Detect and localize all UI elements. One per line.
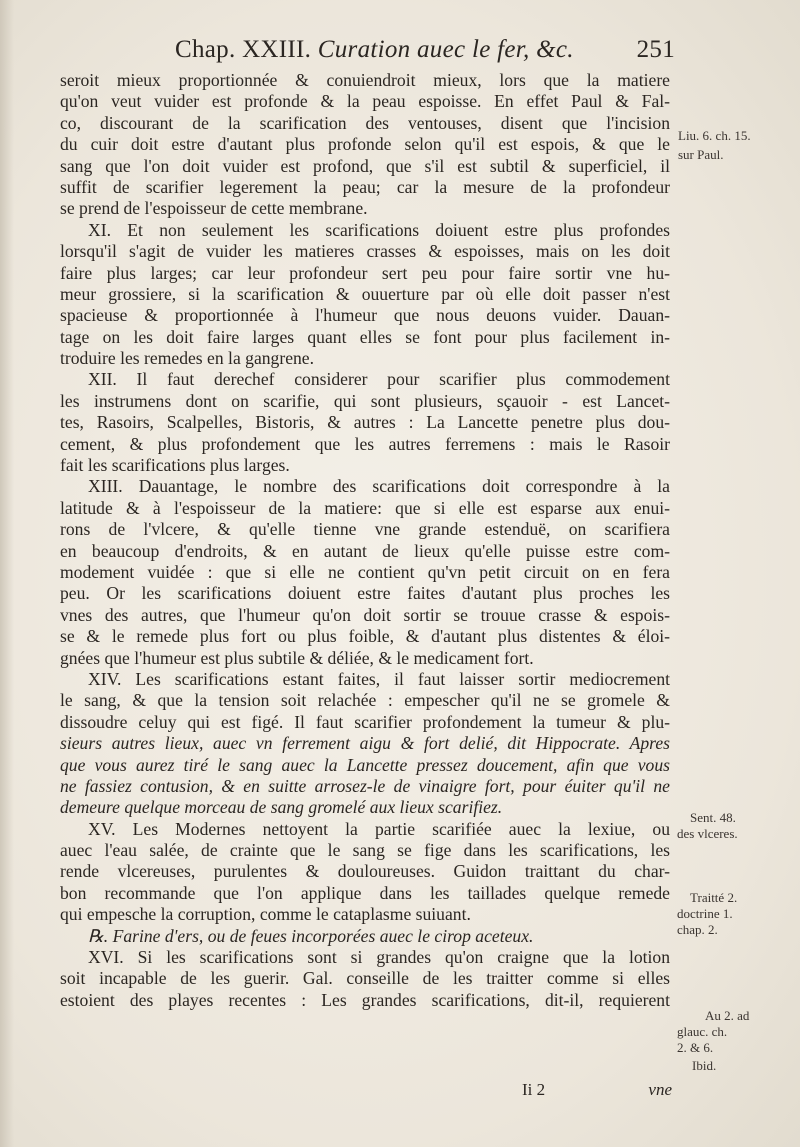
text-line: auec l'eau salée, de crainte que le sang se fige dans les scarifications, les — [60, 840, 670, 861]
running-header — [175, 36, 675, 70]
margin-note: chap. 2. — [677, 922, 718, 937]
text-line: se & le remede plus fort ou plus foible, & d'autant plus distentes & éloi- — [60, 626, 670, 647]
text-line: co, discourant de la scarification des ventouses, disent que l'incision — [60, 112, 670, 133]
text-line: XVI. Si les scarifications sont si grandes qu'on craigne que la lotion — [88, 947, 670, 968]
text-line: tes, Rasoirs, Scalpelles, Bistoris, & autres : La Lancette penetre plus dou- — [60, 412, 670, 433]
margin-note: doctrine 1. — [677, 906, 733, 921]
text-line: qu'on veut vuider est profonde & la peau espoisse. En effet Paul & Fal- — [60, 91, 670, 112]
text-line: XI. Et non seulement les scarifications doiuent estre plus profondes — [88, 219, 670, 240]
text-line: cement, & plus profondement que les autres ferremens : mais le Rasoir — [60, 433, 670, 454]
text-line: spacieuse & proportionnée à l'humeur que nous deuons vuider. Dauan- — [60, 305, 670, 326]
text-line: gnées que l'humeur est plus subtile & déliée, & le medicament fort. — [60, 647, 534, 668]
text-line: le sang, & que la tension soit relachée : empescher qu'il ne se gromele & — [60, 690, 670, 711]
margin-note: Ibid. — [692, 1058, 717, 1073]
text-line: meur grossiere, si la scarification & ouuerture par où elle doit passer n'est — [60, 283, 670, 304]
text-line: demeure quelque morceau de sang gromelé aux lieux scarifiez. — [60, 797, 503, 818]
text-line: rons de l'vlcere, & qu'elle tienne vne grande estenduë, on scarifiera — [60, 519, 670, 540]
text-line: faire plus larges; car leur profondeur sert peu pour faire sortir vne hu- — [60, 262, 670, 283]
recipe-line: ℞. Farine d'ers, ou de feues incorporées auec le cirop aceteux. — [88, 925, 534, 946]
text-line: sieurs autres lieux, auec vn ferrement aigu & fort delié, dit Hippocrate. Apres — [60, 733, 670, 754]
text-line: troduire les remedes en la gangrene. — [60, 348, 315, 369]
signature-mark: Ii 2 — [522, 1080, 546, 1099]
text-line: du cuir doit estre d'autant plus profonde selon qu'il est espois, & que le — [60, 134, 670, 155]
text-line: ne fassiez contusion, & en suitte arrosez-le de vinaigre fort, pour éuiter qu'il ne — [60, 775, 670, 796]
text-line: latitude & à l'espoisseur de la matiere: que si elle est esparse aux enui- — [60, 497, 670, 518]
gutter-shadow — [0, 0, 14, 1147]
text-line: sang que l'on doit vuider est profond, que s'il est subtil & superficiel, il — [60, 155, 670, 176]
text-line: tage on les doit faire larges quant elles se font pour plus facilement in- — [60, 326, 670, 347]
margin-note: des vlceres. — [677, 826, 738, 841]
text-line: fait les scarifications plus larges. — [60, 455, 290, 476]
text-line: rende vlcereuses, purulentes & douloureuses. Guidon traittant du char- — [60, 861, 670, 882]
margin-note: Au 2. ad — [705, 1008, 750, 1023]
text-line: en beaucoup d'endroits, & en autant de lieux qu'elle puisse estre com- — [60, 540, 670, 561]
margin-note: Liu. 6. ch. 15. — [678, 128, 751, 143]
margin-note: glauc. ch. — [677, 1024, 728, 1039]
text-line: soit incapable de les guerir. Gal. conseille de les traitter comme si elles — [60, 968, 670, 989]
text-line: que vous aurez tiré le sang auec la Lancette pressez doucement, afin que vous — [60, 754, 670, 775]
text-line: se prend de l'espoisseur de cette membrane. — [60, 198, 368, 219]
text-line: dissoudre celuy qui est figé. Il faut scarifier profondement la tumeur & plu- — [60, 711, 670, 732]
chapter-label: Chap. XXIII. — [175, 36, 318, 63]
body-text — [60, 70, 670, 1011]
text-line: XV. Les Modernes nettoyent la partie scarifiée auec la lexiue, ou — [88, 818, 670, 839]
page-number: 251 — [636, 36, 675, 63]
margin-note: 2. & 6. — [677, 1040, 714, 1055]
margin-note: Traitté 2. — [690, 890, 738, 905]
chapter-title: Curation auec le fer, &c. — [317, 36, 574, 63]
text-line: qui empesche la corruption, comme le cataplasme suiuant. — [60, 904, 471, 925]
text-line: lorsqu'il s'agit de vuider les matieres crasses & espoisses, mais on les doit — [60, 241, 670, 262]
text-line: XII. Il faut derechef considerer pour scarifier plus commodement — [88, 369, 670, 390]
catchword: vne — [648, 1080, 672, 1099]
text-line: XIII. Dauantage, le nombre des scarifications doit correspondre à la — [88, 476, 670, 497]
text-line: les instrumens dont on scarifie, qui sont plusieurs, sçauoir - est Lancet- — [60, 390, 670, 411]
margin-note: sur Paul. — [678, 147, 724, 162]
text-line: vnes des autres, que l'humeur qu'on doit sortir se trouue crasse & espois- — [60, 604, 670, 625]
text-line: seroit mieux proportionnée & conuiendroit mieux, lors que la matiere — [60, 70, 670, 90]
margin-note: Sent. 48. — [690, 810, 736, 825]
text-line: estoient des playes recentes : Les grandes scarifications, dit-il, requierent — [60, 989, 670, 1010]
text-line: peu. Or les scarifications doiuent estre faites d'autant plus proches les — [60, 583, 670, 604]
text-line: suffit de scarifier legerement la peau; car la mesure de la profondeur — [60, 176, 670, 197]
text-line: bon recommande que l'on applique dans les taillades quelque remede — [60, 882, 670, 903]
text-line: XIV. Les scarifications estant faites, il faut laisser sortir mediocrement — [88, 668, 670, 689]
text-line: modement vuidée : que si elle ne contient qu'vn petit circuit on en fera — [60, 561, 670, 582]
